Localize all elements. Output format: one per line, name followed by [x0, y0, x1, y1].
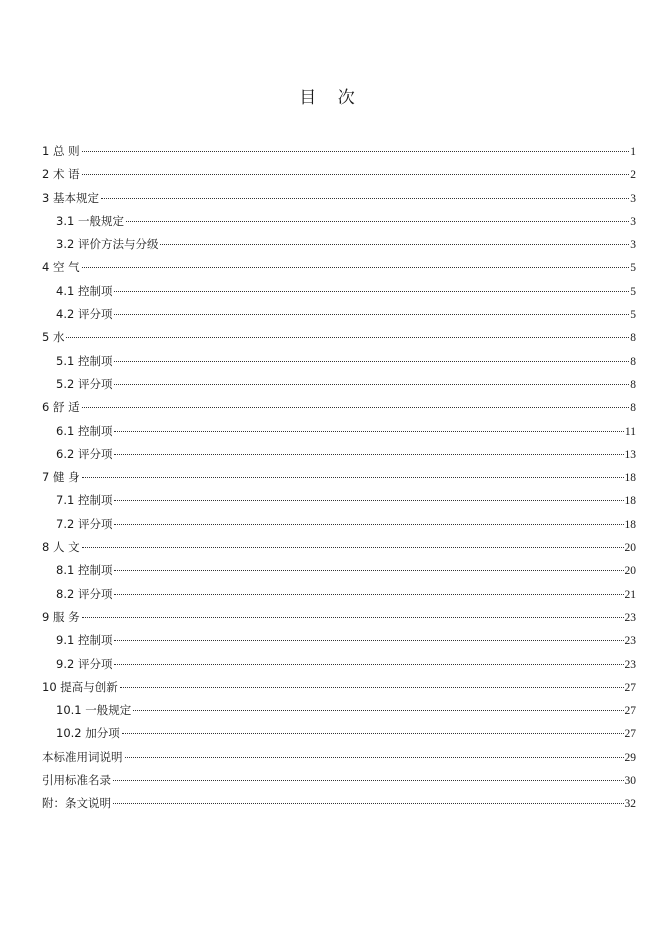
toc-entry-page-number: 8: [630, 378, 636, 391]
toc-entry-page-number: 27: [624, 705, 636, 718]
toc-entry-label: 8.1 控制项: [56, 563, 113, 578]
toc-entry[interactable]: [42, 256, 636, 279]
dot-leader: [114, 570, 623, 571]
toc-entry-page-number: 8: [630, 332, 636, 345]
toc-entry[interactable]: [42, 350, 636, 373]
toc-entry-label: 引用标准名录: [42, 773, 111, 788]
dot-leader: [160, 244, 629, 245]
toc-entry-label: 10.1 一般规定: [56, 703, 132, 718]
toc-entry-label: 3 基本规定: [42, 190, 99, 205]
dot-leader: [122, 733, 624, 734]
toc-entry-page-number: 3: [630, 192, 636, 205]
dot-leader: [82, 151, 630, 152]
toc-entry-page-number: 27: [624, 728, 636, 741]
toc-entry[interactable]: [42, 163, 636, 186]
toc-entry[interactable]: [42, 513, 636, 536]
toc-entry-label: 9.2 评分项: [56, 656, 113, 671]
toc-entry[interactable]: [42, 559, 636, 582]
dot-leader: [114, 314, 629, 315]
toc-entry[interactable]: [42, 280, 636, 303]
dot-leader: [113, 780, 624, 781]
toc-entry-page-number: 8: [630, 355, 636, 368]
toc-entry-label: 6.2 评分项: [56, 446, 113, 461]
toc-entry-label: 10.2 加分项: [56, 726, 120, 741]
toc-entry-label: 2 术 语: [42, 167, 80, 182]
dot-leader: [82, 477, 624, 478]
toc-entry-label: 6 舒 适: [42, 400, 80, 415]
dot-leader: [114, 664, 623, 665]
toc-entry-label: 8 人 文: [42, 540, 80, 555]
toc-entry[interactable]: [42, 536, 636, 559]
toc-entry-label: 7.2 评分项: [56, 516, 113, 531]
toc-entry-label: 5.1 控制项: [56, 353, 113, 368]
toc-entry[interactable]: [42, 769, 636, 792]
dot-leader: [114, 454, 623, 455]
toc-entry-label: 5 水: [42, 330, 65, 345]
toc-entry-page-number: 30: [624, 775, 636, 788]
toc-entry[interactable]: [42, 373, 636, 396]
table-of-contents: [42, 140, 636, 816]
dot-leader: [114, 640, 623, 641]
dot-leader: [66, 337, 629, 338]
toc-entry-label: 9.1 控制项: [56, 633, 113, 648]
toc-entry-label: 9 服 务: [42, 609, 80, 624]
toc-entry[interactable]: [42, 303, 636, 326]
toc-entry-page-number: 5: [630, 262, 636, 275]
toc-entry[interactable]: [42, 722, 636, 745]
toc-entry-page-number: 3: [630, 215, 636, 228]
dot-leader: [126, 221, 629, 222]
dot-leader: [114, 384, 629, 385]
dot-leader: [101, 198, 629, 199]
toc-entry-label: 本标准用词说明: [42, 749, 123, 764]
toc-entry-label: 5.2 评分项: [56, 376, 113, 391]
toc-entry-label: 8.2 评分项: [56, 586, 113, 601]
toc-entry-page-number: 5: [630, 285, 636, 298]
toc-entry-label: 4.2 评分项: [56, 307, 113, 322]
toc-entry-label: 6.1 控制项: [56, 423, 113, 438]
toc-entry[interactable]: [42, 653, 636, 676]
toc-entry-page-number: 2: [630, 169, 636, 182]
dot-leader: [82, 267, 630, 268]
toc-entry-page-number: 18: [624, 472, 636, 485]
dot-leader: [114, 431, 623, 432]
toc-entry[interactable]: [42, 420, 636, 443]
toc-entry[interactable]: [42, 606, 636, 629]
toc-entry[interactable]: [42, 140, 636, 163]
dot-leader: [114, 594, 623, 595]
toc-entry[interactable]: [42, 746, 636, 769]
toc-entry-label: 10 提高与创新: [42, 679, 118, 694]
toc-entry-page-number: 3: [630, 239, 636, 252]
toc-entry-label: 4 空 气: [42, 260, 80, 275]
toc-entry-label: 4.1 控制项: [56, 283, 113, 298]
toc-entry-page-number: 23: [624, 635, 636, 648]
toc-entry[interactable]: [42, 699, 636, 722]
dot-leader: [82, 174, 630, 175]
toc-entry-label: 3.1 一般规定: [56, 213, 124, 228]
dot-leader: [113, 803, 624, 804]
toc-entry-page-number: 23: [624, 658, 636, 671]
toc-entry-page-number: 27: [624, 681, 636, 694]
toc-entry-page-number: 29: [624, 751, 636, 764]
toc-entry[interactable]: [42, 326, 636, 349]
dot-leader: [120, 687, 624, 688]
toc-entry-label: 3.2 评价方法与分级: [56, 237, 159, 252]
toc-entry[interactable]: [42, 583, 636, 606]
toc-entry[interactable]: [42, 443, 636, 466]
toc-entry-page-number: 18: [624, 495, 636, 508]
toc-entry-page-number: 13: [624, 448, 636, 461]
toc-entry[interactable]: [42, 210, 636, 233]
toc-entry-page-number: 5: [630, 309, 636, 322]
dot-leader: [82, 407, 630, 408]
toc-entry[interactable]: [42, 466, 636, 489]
toc-entry-page-number: 21: [624, 588, 636, 601]
toc-entry-page-number: 18: [624, 518, 636, 531]
dot-leader: [114, 524, 623, 525]
dot-leader: [133, 710, 623, 711]
toc-entry[interactable]: [42, 676, 636, 699]
toc-entry[interactable]: [42, 792, 636, 815]
dot-leader: [114, 291, 629, 292]
toc-entry[interactable]: [42, 187, 636, 210]
toc-entry-label: 附：条文说明: [42, 796, 111, 811]
toc-entry-page-number: 20: [624, 542, 636, 555]
dot-leader: [125, 757, 624, 758]
toc-entry[interactable]: [42, 489, 636, 512]
toc-entry-label: 1 总 则: [42, 144, 80, 158]
dot-leader: [82, 547, 624, 548]
toc-entry-page-number: 1: [630, 146, 636, 158]
dot-leader: [82, 617, 624, 618]
toc-entry[interactable]: [42, 629, 636, 652]
dot-leader: [114, 361, 629, 362]
toc-entry-label: 7 健 身: [42, 470, 80, 485]
toc-entry-label: 7.1 控制项: [56, 493, 113, 508]
toc-entry-page-number: 8: [630, 402, 636, 415]
toc-entry[interactable]: [42, 396, 636, 419]
page-title: 目 次: [299, 88, 363, 108]
toc-entry-page-number: 20: [624, 565, 636, 578]
toc-entry-page-number: 11: [624, 425, 636, 438]
toc-entry[interactable]: [42, 233, 636, 256]
dot-leader: [114, 500, 623, 501]
toc-entry-page-number: 32: [624, 798, 636, 811]
toc-entry-page-number: 23: [624, 611, 636, 624]
